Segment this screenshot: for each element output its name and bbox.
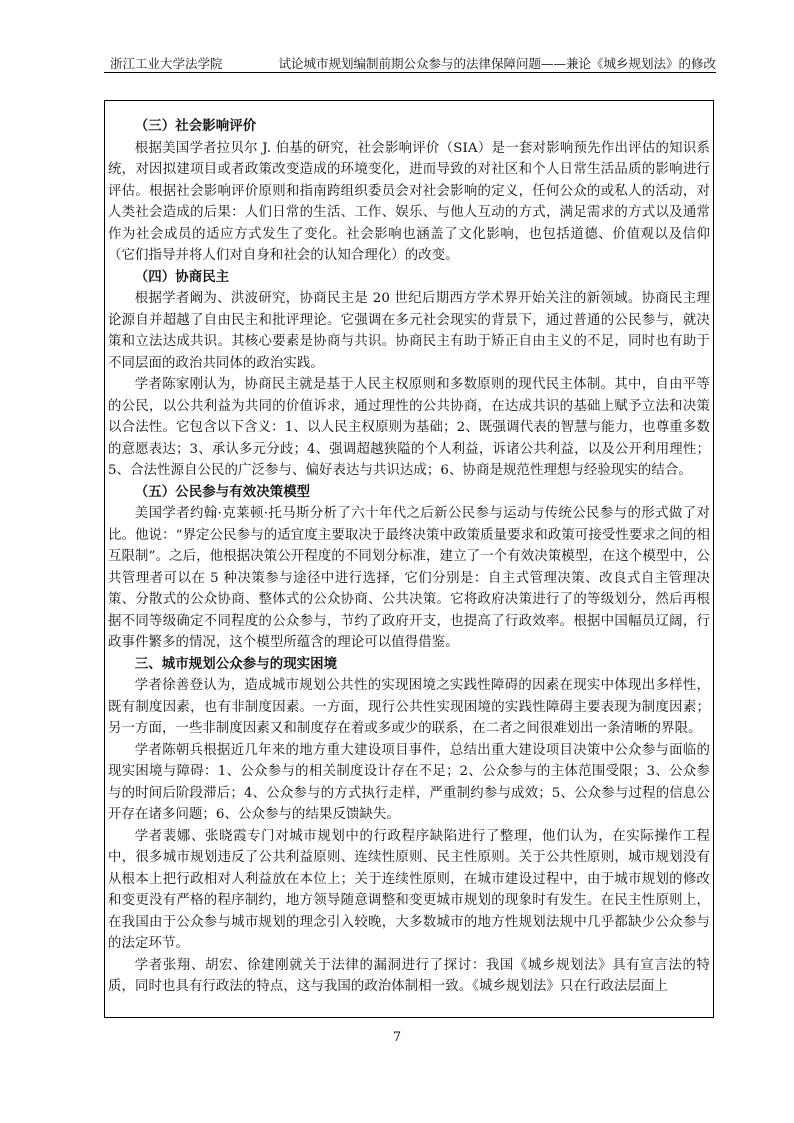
paragraph: 学者张翔、胡宏、徐建刚就关于法律的漏洞进行了探讨：我国《城乡规划法》具有宣言法的特质，同时也具有行政法的特点，这与我国的政治体制相一致。《城乡规划法》只在行政法层面上 — [108, 957, 710, 994]
paragraph: 学者徐善登认为，造成城市规划公共性的实现困境之实践性障碍的因素在现实中体现出多样性，既有制度因素，也有非制度因素。一方面，现行公共性实现困境的实践性障碍主要表现为制度因素；另一方面，一些非制度因素又和制度存在着或多或少的联系，在二者之间很难划出一条清晰的界限。 — [108, 678, 710, 736]
header-rule — [104, 72, 716, 73]
paragraph: 根据学者阚为、洪波研究，协商民主是 20 世纪后期西方学术界开始关注的新领域。协商民主理论源自并超越了自由民主和批评理论。它强调在多元社会现实的背景下，通过普通的公民参与，就决策和立法达成共识。其核心要素是协商与共识。协商民主有助于矫正自由主义的不足，同时也有助于不同层面的政治共同体的政治实践。 — [108, 291, 710, 371]
paragraph: 根据美国学者拉贝尔 J. 伯基的研究，社会影响评价（SIA）是一套对影响预先作出评估的知识系统，对因拟建项目或者政策改变造成的环境变化，进而导致的对社区和个人日常生活品质的影响进行评估。根据社会影响评价原则和指南跨组织委员会对社会影响的定义，任何公众的或私人的活动，对人类社会造成的后果：人们日常的生活、工作、娱乐、与他人互动的方式，满足需求的方式以及通常作为社会成员的适应方式发生了变化。社会影响也涵盖了文化影响，也包括道德、价值观以及信仰（它们指导并将人们对自身和社会的认知合理化）的改变。 — [108, 140, 710, 263]
section-heading: （四）协商民主 — [134, 268, 230, 285]
paragraph: 美国学者约翰·克莱顿·托马斯分析了六十年代之后新公民参与运动与传统公民参与的形式做了对比。他说：“界定公民参与的适宜度主要取决于最终决策中政策质量要求和政策可接受性要求之间的相互限制”。之后，他根据决策公开程度的不同划分标准，建立了一个有效决策模型，在这个模型中，公共管理者可以在 5 种决策参与途径中进行选择，它们分别是：自主式管理决策、改良式自主管理决策、分散式的公众协商、整体式的公众协商、公共决策。它将政府决策进行了的等级划分，然后再根据不同等级确定不同程度的公众参与，节约了政府开支，也提高了行政效率。根据中国幅员辽阔，行政事件繁多的情况，这个模型所蕴含的理论可以值得借鉴。 — [108, 506, 710, 650]
paragraph: 学者陈家刚认为，协商民主就是基于人民主权原则和多数原则的现代民主体制。其中，自由平等的公民，以公共利益为共同的价值诉求，通过理性的公共协商，在达成共识的基础上赋予立法和决策以合法性。它包含以下含义：1、以人民主权原则为基础；2、既强调代表的智慧与能力，也尊重多数的意愿表达；3、承认多元分歧；4、强调超越狭隘的个人利益，诉诸公共利益，以及公开利用理性；5、合法性源自公民的广泛参与、偏好表达与共识达成；6、协商是规范性理想与经验现实的结合。 — [108, 377, 710, 478]
paragraph: 学者裴娜、张晓霞专门对城市规划中的行政程序缺陷进行了整理，他们认为，在实际操作工程中，很多城市规划违反了公共利益原则、连续性原则、民主性原则。关于公共性原则，城市规划没有从根本上把行政相对人利益放在本位上；关于连续性原则，在城市建设过程中，由于城市规划的修改和变更没有严格的程序制约，地方领导随意调整和变更城市规划的现象时有发生。在民主性原则上，在我国由于公众参与城市规划的理念引入较晚，大多数城市的地方性规划法规中几乎都缺少公众参与的法定环节。 — [108, 828, 710, 951]
page-body — [108, 116, 710, 998]
page-number: 7 — [392, 1030, 402, 1045]
header-left-title: 浙江工业大学法学院 — [110, 56, 223, 71]
header-right-title: 试论城市规划编制前期公众参与的法律保障问题——兼论《城乡规划法》的修改 — [278, 56, 716, 71]
paragraph: 学者陈朝兵根据近几年来的地方重大建设项目事件，总结出重大建设项目决策中公众参与面临的现实困境与障碍：1、公众参与的相关制度设计存在不足；2、公众参与的主体范围受限；3、公众参与的时间后阶段滞后；4、公众参与的方式执行走样，严重制约参与成效；5、公众参与过程的信息公开存在诸多问题；6、公众参与的结果反馈缺失。 — [108, 742, 710, 822]
chapter-heading: 三、城市规划公众参与的现实困境 — [134, 655, 338, 672]
section-heading: （五）公民参与有效决策模型 — [134, 483, 311, 500]
section-heading: （三）社会影响评价 — [134, 118, 257, 134]
